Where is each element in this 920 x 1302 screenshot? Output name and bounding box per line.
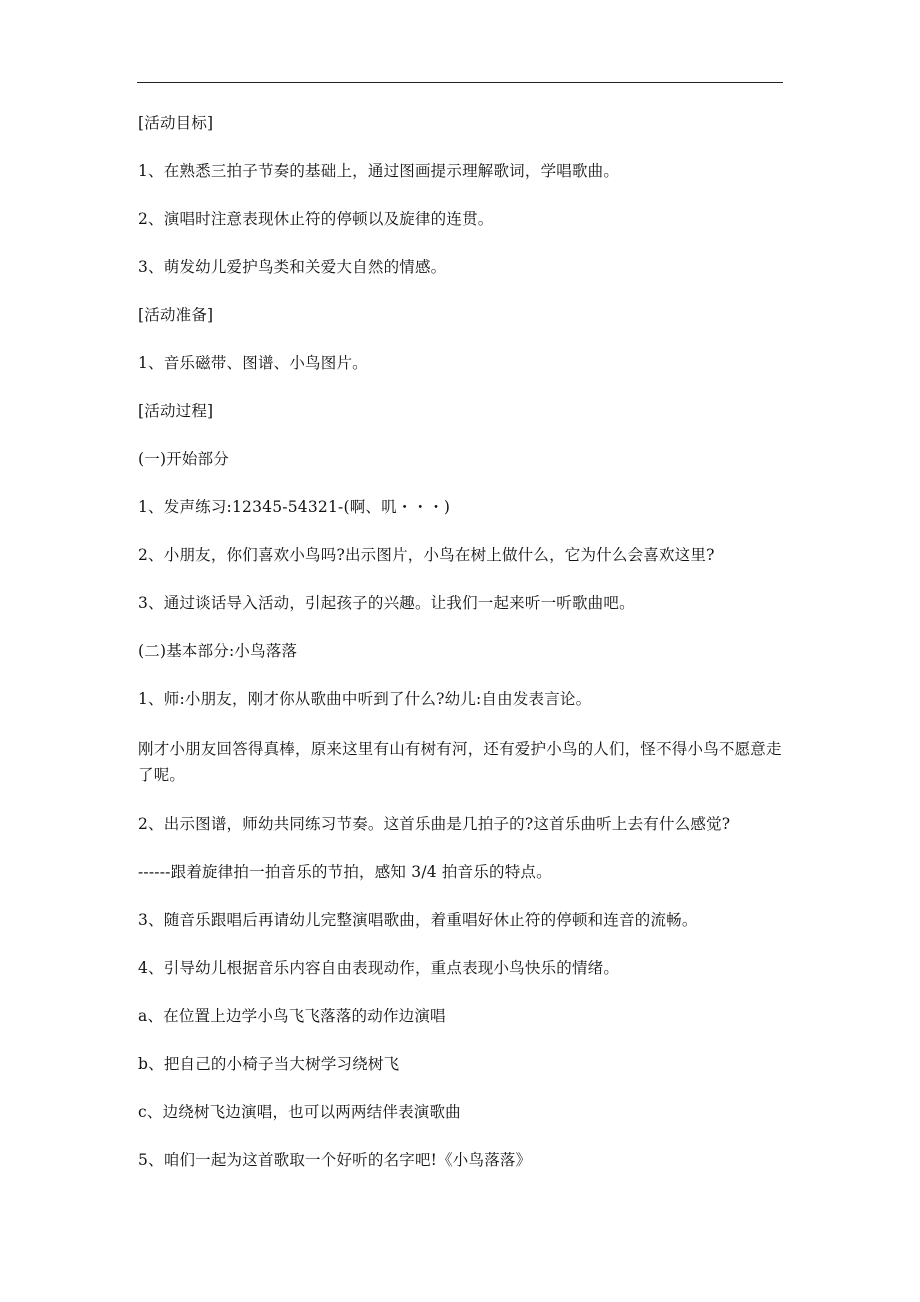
basic-step-3: 3、随音乐跟唱后再请幼儿完整演唱歌曲，着重唱好休止符的停顿和连音的流畅。 — [138, 911, 698, 929]
document-body — [138, 112, 788, 1197]
substep-b: b、把自己的小椅子当大树学习绕树飞 — [138, 1055, 400, 1073]
basic-step-4: 4、引导幼儿根据音乐内容自由表现动作，重点表现小鸟快乐的情绪。 — [138, 959, 620, 977]
section-heading-goals: [活动目标] — [138, 114, 214, 132]
process-step-2: 2、小朋友，你们喜欢小鸟吗?出示图片，小鸟在树上做什么，它为什么会喜欢这里? — [138, 546, 715, 564]
basic-step-2: 2、出示图谱，师幼共同练习节奏。这首乐曲是几拍子的?这首乐曲听上去有什么感觉? — [138, 815, 731, 833]
subsection-heading-start: (一)开始部分 — [138, 450, 229, 468]
section-heading-process: [活动过程] — [138, 402, 214, 420]
process-step-3: 3、通过谈话导入活动，引起孩子的兴趣。让我们一起来听一听歌曲吧。 — [138, 594, 635, 612]
header-rule — [137, 82, 783, 83]
basic-step-1: 1、师:小朋友，刚才你从歌曲中听到了什么?幼儿:自由发表言论。 — [138, 690, 592, 708]
goal-item-2: 2、演唱时注意表现休止符的停顿以及旋律的连贯。 — [138, 210, 494, 228]
subsection-heading-basic: (二)基本部分:小鸟落落 — [138, 642, 298, 660]
process-step-1: 1、发声练习:12345-54321-(啊、叽・・・) — [138, 498, 451, 516]
substep-a: a、在位置上边学小鸟飞飞落落的动作边演唱 — [138, 1007, 446, 1025]
substep-c: c、边绕树飞边演唱，也可以两两结伴表演歌曲 — [138, 1103, 461, 1121]
basic-step-5: 5、咱们一起为这首歌取一个好听的名字吧!《小鸟落落》 — [138, 1151, 532, 1169]
basic-comment: 刚才小朋友回答得真棒，原来这里有山有树有河，还有爱护小鸟的人们，怪不得小鸟不愿意走了呢。 — [138, 740, 782, 784]
rhythm-note: ------跟着旋律拍一拍音乐的节拍，感知 3/4 拍音乐的特点。 — [138, 863, 552, 881]
section-heading-preparation: [活动准备] — [138, 306, 214, 324]
goal-item-3: 3、萌发幼儿爱护鸟类和关爱大自然的情感。 — [138, 258, 447, 276]
goal-item-1: 1、在熟悉三拍子节奏的基础上，通过图画提示理解歌词，学唱歌曲。 — [138, 162, 620, 180]
preparation-item-1: 1、音乐磁带、图谱、小鸟图片。 — [138, 354, 368, 372]
